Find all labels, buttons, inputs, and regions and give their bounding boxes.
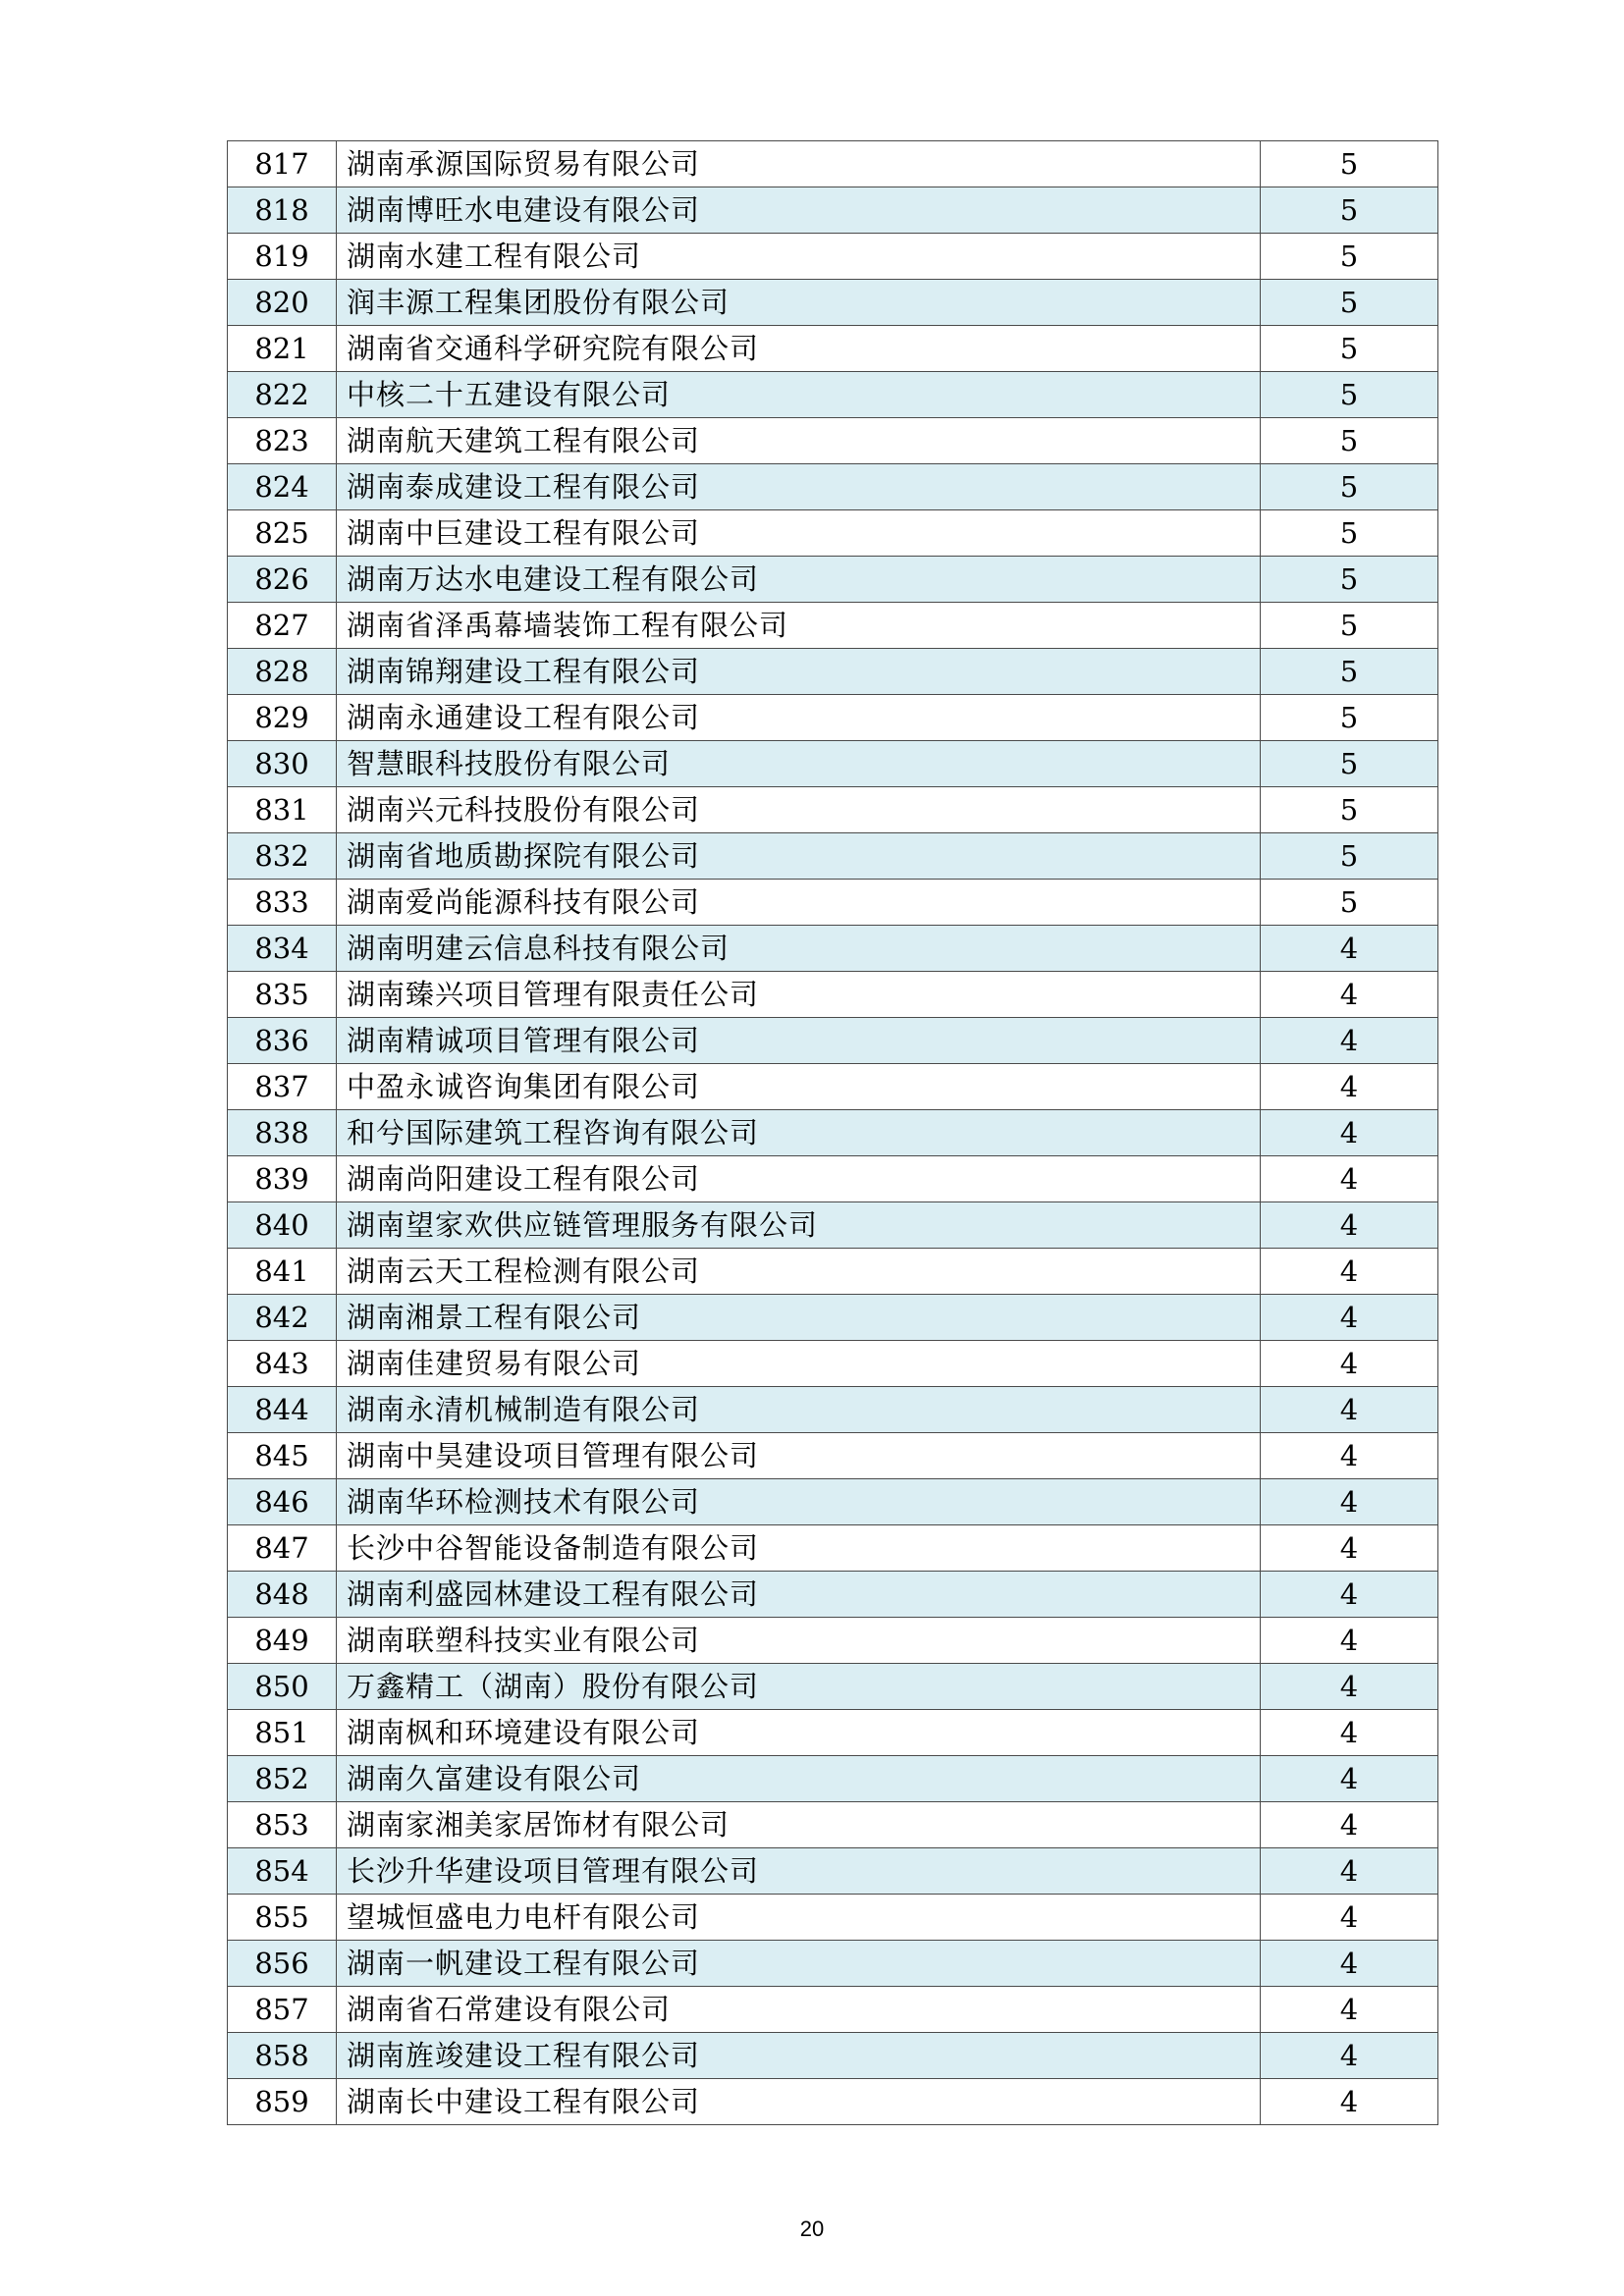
table-row <box>228 510 1438 557</box>
table-row <box>228 1249 1438 1295</box>
rank-cell: 859 <box>228 2079 337 2125</box>
table-row <box>228 741 1438 787</box>
company-name-cell: 湖南省地质勘探院有限公司 <box>337 833 1261 880</box>
score-cell: 5 <box>1261 695 1438 741</box>
score-cell: 4 <box>1261 1618 1438 1664</box>
rank-cell: 849 <box>228 1618 337 1664</box>
score-cell: 4 <box>1261 1525 1438 1572</box>
score-cell: 5 <box>1261 187 1438 234</box>
score-cell: 5 <box>1261 880 1438 926</box>
company-name-cell: 湖南省交通科学研究院有限公司 <box>337 326 1261 372</box>
company-name-cell: 湖南长中建设工程有限公司 <box>337 2079 1261 2125</box>
rank-cell: 853 <box>228 1802 337 1848</box>
company-name-cell: 湖南永通建设工程有限公司 <box>337 695 1261 741</box>
rank-cell: 835 <box>228 972 337 1018</box>
rank-cell: 843 <box>228 1341 337 1387</box>
rank-cell: 823 <box>228 418 337 464</box>
company-name-cell: 湖南爱尚能源科技有限公司 <box>337 880 1261 926</box>
company-name-cell: 湖南博旺水电建设有限公司 <box>337 187 1261 234</box>
score-cell: 4 <box>1261 1756 1438 1802</box>
rank-cell: 832 <box>228 833 337 880</box>
rank-cell: 837 <box>228 1064 337 1110</box>
table-row <box>228 1156 1438 1202</box>
table-row <box>228 1341 1438 1387</box>
company-name-cell: 湖南航天建筑工程有限公司 <box>337 418 1261 464</box>
company-name-cell: 万鑫精工（湖南）股份有限公司 <box>337 1664 1261 1710</box>
rank-cell: 820 <box>228 280 337 326</box>
company-name-cell: 湖南中巨建设工程有限公司 <box>337 510 1261 557</box>
rank-cell: 838 <box>228 1110 337 1156</box>
score-cell: 4 <box>1261 1664 1438 1710</box>
company-name-cell: 湖南万达水电建设工程有限公司 <box>337 557 1261 603</box>
table-row <box>228 880 1438 926</box>
rank-cell: 829 <box>228 695 337 741</box>
company-name-cell: 湖南望家欢供应链管理服务有限公司 <box>337 1202 1261 1249</box>
table-row <box>228 418 1438 464</box>
company-name-cell: 湖南久富建设有限公司 <box>337 1756 1261 1802</box>
company-name-cell: 中核二十五建设有限公司 <box>337 372 1261 418</box>
rank-cell: 839 <box>228 1156 337 1202</box>
table-row <box>228 1710 1438 1756</box>
table-row <box>228 1941 1438 1987</box>
rank-cell: 850 <box>228 1664 337 1710</box>
table-row <box>228 1987 1438 2033</box>
company-name-cell: 湖南省石常建设有限公司 <box>337 1987 1261 2033</box>
rank-cell: 821 <box>228 326 337 372</box>
table-row <box>228 603 1438 649</box>
score-cell: 5 <box>1261 603 1438 649</box>
rank-cell: 836 <box>228 1018 337 1064</box>
rank-cell: 856 <box>228 1941 337 1987</box>
score-cell: 4 <box>1261 1941 1438 1987</box>
company-name-cell: 湖南明建云信息科技有限公司 <box>337 926 1261 972</box>
table-row <box>228 1479 1438 1525</box>
company-name-cell: 湖南利盛园林建设工程有限公司 <box>337 1572 1261 1618</box>
company-name-cell: 湖南臻兴项目管理有限责任公司 <box>337 972 1261 1018</box>
score-cell: 5 <box>1261 557 1438 603</box>
company-name-cell: 湖南中昊建设项目管理有限公司 <box>337 1433 1261 1479</box>
company-name-cell: 湖南承源国际贸易有限公司 <box>337 141 1261 187</box>
table-row <box>228 787 1438 833</box>
score-cell: 4 <box>1261 2033 1438 2079</box>
table-row <box>228 187 1438 234</box>
rank-cell: 851 <box>228 1710 337 1756</box>
table-row <box>228 1848 1438 1895</box>
company-name-cell: 湖南佳建贸易有限公司 <box>337 1341 1261 1387</box>
rank-cell: 826 <box>228 557 337 603</box>
rank-cell: 847 <box>228 1525 337 1572</box>
rank-cell: 841 <box>228 1249 337 1295</box>
table-row <box>228 972 1438 1018</box>
score-cell: 4 <box>1261 1295 1438 1341</box>
table-row <box>228 1064 1438 1110</box>
score-cell: 5 <box>1261 833 1438 880</box>
rank-cell: 833 <box>228 880 337 926</box>
rank-cell: 819 <box>228 234 337 280</box>
rank-cell: 857 <box>228 1987 337 2033</box>
company-name-cell: 湖南家湘美家居饰材有限公司 <box>337 1802 1261 1848</box>
table-row <box>228 1433 1438 1479</box>
table-row <box>228 557 1438 603</box>
rank-cell: 822 <box>228 372 337 418</box>
page-number: 20 <box>799 2216 825 2241</box>
score-cell: 5 <box>1261 649 1438 695</box>
score-cell: 4 <box>1261 1848 1438 1895</box>
table-row <box>228 1387 1438 1433</box>
score-cell: 4 <box>1261 926 1438 972</box>
rank-cell: 825 <box>228 510 337 557</box>
company-name-cell: 湖南兴元科技股份有限公司 <box>337 787 1261 833</box>
company-name-cell: 湖南华环检测技术有限公司 <box>337 1479 1261 1525</box>
score-cell: 4 <box>1261 972 1438 1018</box>
ranking-table <box>227 140 1438 2125</box>
rank-cell: 830 <box>228 741 337 787</box>
table-row <box>228 649 1438 695</box>
score-cell: 4 <box>1261 1018 1438 1064</box>
company-name-cell: 智慧眼科技股份有限公司 <box>337 741 1261 787</box>
table-row <box>228 141 1438 187</box>
score-cell: 4 <box>1261 1249 1438 1295</box>
table-row <box>228 1618 1438 1664</box>
score-cell: 4 <box>1261 1802 1438 1848</box>
table-row <box>228 1525 1438 1572</box>
score-cell: 5 <box>1261 510 1438 557</box>
rank-cell: 844 <box>228 1387 337 1433</box>
table-body <box>228 141 1438 2125</box>
rank-cell: 852 <box>228 1756 337 1802</box>
table-row <box>228 1202 1438 1249</box>
score-cell: 4 <box>1261 1156 1438 1202</box>
company-name-cell: 湖南永清机械制造有限公司 <box>337 1387 1261 1433</box>
company-name-cell: 润丰源工程集团股份有限公司 <box>337 280 1261 326</box>
rank-cell: 828 <box>228 649 337 695</box>
company-name-cell: 湖南一帆建设工程有限公司 <box>337 1941 1261 1987</box>
company-name-cell: 湖南枫和环境建设有限公司 <box>337 1710 1261 1756</box>
table-row <box>228 280 1438 326</box>
table-row <box>228 1664 1438 1710</box>
rank-cell: 840 <box>228 1202 337 1249</box>
table-row <box>228 372 1438 418</box>
rank-cell: 831 <box>228 787 337 833</box>
score-cell: 4 <box>1261 1895 1438 1941</box>
score-cell: 5 <box>1261 280 1438 326</box>
score-cell: 5 <box>1261 326 1438 372</box>
table-row <box>228 2079 1438 2125</box>
company-name-cell: 湖南锦翔建设工程有限公司 <box>337 649 1261 695</box>
rank-cell: 848 <box>228 1572 337 1618</box>
score-cell: 4 <box>1261 1110 1438 1156</box>
table-row <box>228 1018 1438 1064</box>
rank-cell: 824 <box>228 464 337 510</box>
company-name-cell: 湖南精诚项目管理有限公司 <box>337 1018 1261 1064</box>
company-name-cell: 湖南湘景工程有限公司 <box>337 1295 1261 1341</box>
company-name-cell: 湖南旌竣建设工程有限公司 <box>337 2033 1261 2079</box>
score-cell: 5 <box>1261 234 1438 280</box>
score-cell: 4 <box>1261 1479 1438 1525</box>
company-name-cell: 湖南水建工程有限公司 <box>337 234 1261 280</box>
company-name-cell: 湖南省泽禹幕墙装饰工程有限公司 <box>337 603 1261 649</box>
rank-cell: 845 <box>228 1433 337 1479</box>
table-row <box>228 1110 1438 1156</box>
score-cell: 5 <box>1261 141 1438 187</box>
score-cell: 4 <box>1261 1387 1438 1433</box>
table-row <box>228 926 1438 972</box>
rank-cell: 842 <box>228 1295 337 1341</box>
company-name-cell: 和兮国际建筑工程咨询有限公司 <box>337 1110 1261 1156</box>
rank-cell: 834 <box>228 926 337 972</box>
score-cell: 5 <box>1261 464 1438 510</box>
company-name-cell: 湖南联塑科技实业有限公司 <box>337 1618 1261 1664</box>
score-cell: 5 <box>1261 372 1438 418</box>
company-name-cell: 长沙中谷智能设备制造有限公司 <box>337 1525 1261 1572</box>
company-name-cell: 望城恒盛电力电杆有限公司 <box>337 1895 1261 1941</box>
score-cell: 4 <box>1261 1064 1438 1110</box>
table-row <box>228 1572 1438 1618</box>
rank-cell: 854 <box>228 1848 337 1895</box>
table-row <box>228 1756 1438 1802</box>
table-row <box>228 326 1438 372</box>
table-row <box>228 1295 1438 1341</box>
score-cell: 4 <box>1261 1433 1438 1479</box>
score-cell: 4 <box>1261 1987 1438 2033</box>
rank-cell: 827 <box>228 603 337 649</box>
company-name-cell: 湖南泰成建设工程有限公司 <box>337 464 1261 510</box>
table-row <box>228 464 1438 510</box>
rank-cell: 846 <box>228 1479 337 1525</box>
table-row <box>228 1895 1438 1941</box>
company-name-cell: 湖南云天工程检测有限公司 <box>337 1249 1261 1295</box>
score-cell: 4 <box>1261 1341 1438 1387</box>
company-name-cell: 湖南尚阳建设工程有限公司 <box>337 1156 1261 1202</box>
rank-cell: 818 <box>228 187 337 234</box>
table-row <box>228 1802 1438 1848</box>
rank-cell: 817 <box>228 141 337 187</box>
table-row <box>228 833 1438 880</box>
table-row <box>228 2033 1438 2079</box>
company-name-cell: 长沙升华建设项目管理有限公司 <box>337 1848 1261 1895</box>
score-cell: 5 <box>1261 418 1438 464</box>
score-cell: 5 <box>1261 741 1438 787</box>
score-cell: 4 <box>1261 1202 1438 1249</box>
rank-cell: 855 <box>228 1895 337 1941</box>
score-cell: 4 <box>1261 2079 1438 2125</box>
table-row <box>228 695 1438 741</box>
company-name-cell: 中盈永诚咨询集团有限公司 <box>337 1064 1261 1110</box>
score-cell: 4 <box>1261 1572 1438 1618</box>
score-cell: 4 <box>1261 1710 1438 1756</box>
rank-cell: 858 <box>228 2033 337 2079</box>
table-row <box>228 234 1438 280</box>
score-cell: 5 <box>1261 787 1438 833</box>
